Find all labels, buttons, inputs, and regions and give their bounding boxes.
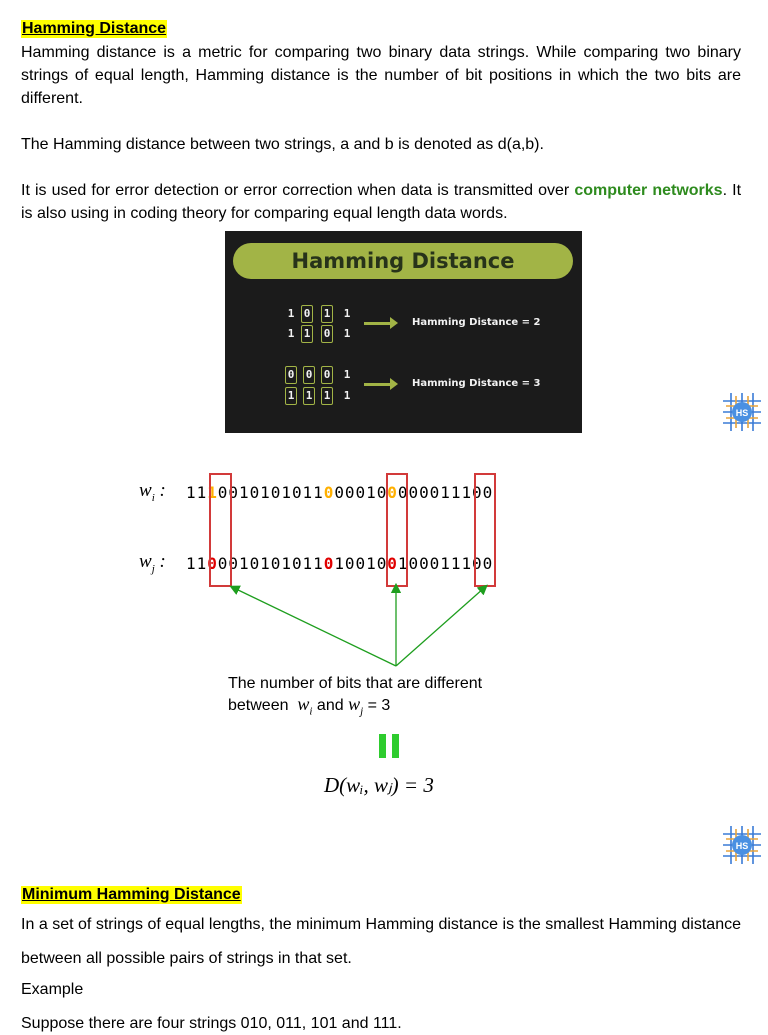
hamming-formula: D(wᵢ, wⱼ) = 3 [324, 773, 434, 797]
paragraph-definition: Hamming distance is a metric for comparing two binary data strings. While comparing two binary strings of equal length, Hamming distance is the number of bit positions in which the two bits are different. [21, 44, 741, 107]
bit: 0 [408, 554, 420, 573]
bit: 1 [186, 554, 197, 573]
diff-bit: 0 [207, 554, 218, 573]
bit: 0 [376, 554, 388, 573]
bit: 0 [291, 483, 303, 502]
section-heading-minimum-hamming-distance: Minimum Hamming Distance [22, 886, 241, 903]
bit-boxed: 0 [321, 325, 333, 343]
bit: 1 [186, 483, 197, 502]
diff-bit: 0 [323, 483, 335, 502]
bit: 1 [450, 483, 462, 502]
computer-networks-link[interactable]: computer networks [574, 182, 723, 199]
bit: 0 [472, 554, 483, 573]
bit-boxed: 0 [321, 366, 333, 384]
bit: 1 [366, 554, 377, 573]
bit-boxed: 1 [321, 387, 333, 405]
paragraph-example-text: Suppose there are four strings 010, 011, 101 and 111. [21, 1015, 402, 1032]
bit-boxed: 1 [303, 387, 315, 405]
bit: 0 [397, 483, 409, 502]
usage-text-after: . It is also using in coding theory for comparing equal length data words. [21, 182, 742, 222]
wi-label: $w_i$ : [139, 480, 166, 504]
bit-boxed: 1 [285, 387, 297, 405]
bit: 0 [217, 554, 229, 573]
bit: 1 [461, 483, 473, 502]
bit: 1 [281, 554, 292, 573]
diff-bit: 0 [387, 483, 398, 502]
bit: 0 [249, 483, 261, 502]
bit: 0 [291, 554, 303, 573]
wj-label: $w_j$ : [139, 551, 166, 575]
equals-bar-icon [379, 734, 386, 758]
bit-boxed: 0 [301, 305, 313, 323]
bit: 0 [344, 554, 356, 573]
bit: 1 [343, 389, 351, 402]
bit: 0 [419, 483, 430, 502]
caption-line-2: between $w_i$ and $w_j = 3$ [228, 694, 391, 718]
bit: 0 [376, 483, 388, 502]
bit: 0 [228, 483, 239, 502]
bit: 0 [482, 554, 494, 573]
bit: 1 [440, 483, 451, 502]
bit: 1 [238, 554, 250, 573]
bit: 0 [408, 483, 420, 502]
diff-bit: 0 [323, 554, 335, 573]
bit: 1 [334, 554, 345, 573]
paragraph-notation: The Hamming distance between two strings, a and b is denoted as d(a,b). [21, 136, 544, 153]
hs-logo-icon [719, 822, 765, 868]
bit: 1 [343, 307, 351, 320]
bit: 0 [482, 483, 494, 502]
paragraph-example-label: Example [21, 981, 84, 998]
bit: 0 [217, 483, 229, 502]
bit: 1 [238, 483, 250, 502]
bit: 1 [196, 483, 208, 502]
bit: 1 [313, 554, 324, 573]
bit-boxed: 0 [285, 366, 297, 384]
caption-line-1: The number of bits that are different [228, 675, 483, 692]
bit: 1 [302, 554, 314, 573]
arrow-to-diff-1 [234, 588, 396, 666]
diff-caption [228, 674, 482, 722]
arrow-to-diff-3 [396, 588, 484, 666]
bit: 0 [270, 554, 282, 573]
bit: 1 [287, 327, 295, 340]
bit: 0 [228, 554, 239, 573]
bit-boxed: 1 [321, 305, 333, 323]
bit: 1 [287, 307, 295, 320]
paragraph-minimum-definition: In a set of strings of equal lengths, the minimum Hamming distance is the smallest Hamming distance between all possible pairs of strings in that set. [21, 916, 741, 967]
bit: 1 [281, 483, 292, 502]
result-text: Hamming Distance = 2 [412, 317, 541, 328]
bit-boxed: 0 [303, 366, 315, 384]
bit: 1 [260, 483, 271, 502]
bit: 0 [355, 483, 367, 502]
bit: 0 [334, 483, 345, 502]
bit: 0 [419, 554, 430, 573]
bit: 0 [429, 483, 441, 502]
bit: 1 [196, 554, 208, 573]
result-text: Hamming Distance = 3 [412, 378, 541, 389]
panel-title: Hamming Distance [233, 243, 573, 279]
bit: 1 [313, 483, 324, 502]
bit: 0 [429, 554, 441, 573]
bit: 0 [270, 483, 282, 502]
section-heading-hamming-distance: Hamming Distance [22, 20, 167, 37]
bit: 1 [450, 554, 462, 573]
diff-bit: 0 [387, 554, 398, 573]
bit: 0 [472, 483, 483, 502]
equals-bar-icon [392, 734, 399, 758]
bit: 1 [461, 554, 473, 573]
bit: 1 [397, 554, 409, 573]
usage-text-before: It is used for error detection or error correction when data is transmitted over [21, 182, 575, 199]
bit: 0 [344, 483, 356, 502]
bit: 1 [343, 368, 351, 381]
bit: 0 [249, 554, 261, 573]
bit: 1 [302, 483, 314, 502]
logo-text: HS [735, 841, 749, 851]
bit: 1 [440, 554, 451, 573]
bit: 1 [343, 327, 351, 340]
diff-bit: 1 [207, 483, 218, 502]
bit: 1 [260, 554, 271, 573]
bit: 0 [355, 554, 367, 573]
bit-boxed: 1 [301, 325, 313, 343]
logo-text: HS [735, 408, 749, 418]
bit: 1 [366, 483, 377, 502]
